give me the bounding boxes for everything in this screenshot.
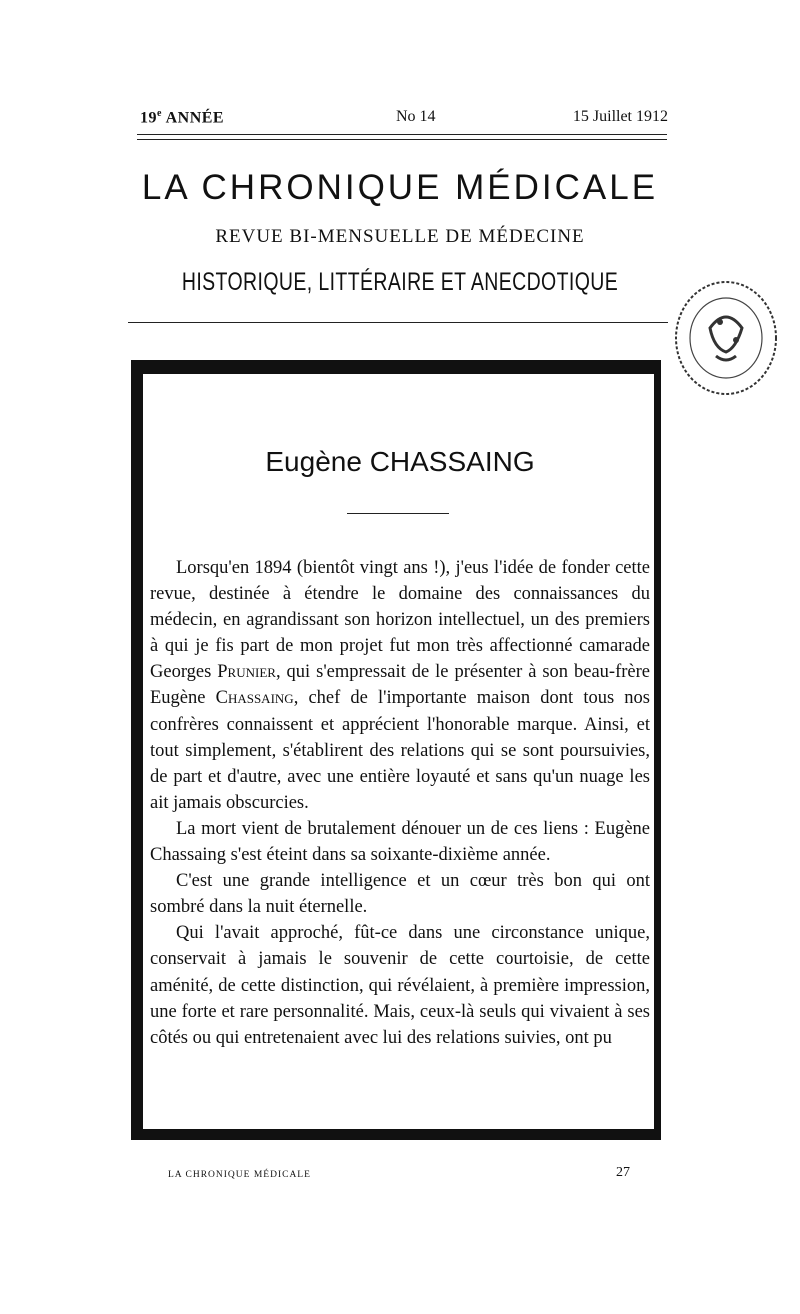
journal-title: LA CHRONIQUE MÉDICALE <box>141 168 659 207</box>
running-header <box>140 108 668 130</box>
paragraph-4: Qui l'avait approché, fût-ce dans une circonstance unique, conservait à jamais le souvenir de cette courtoisie, de cette aménité, de cette distinction, qui révélaient, à première impression, une forte et rare personnalité. Mais, ceux-là seuls qui vivaient à ses côtés ou qui entretenaient avec lui des relations suivies, ont pu <box>150 923 650 1048</box>
article-headline: Eugène CHASSAING <box>265 446 535 477</box>
masthead-rule <box>128 322 668 323</box>
paragraph-2: La mort vient de brutalement dénouer un de ces liens : Eugène Chassaing s'est éteint dans sa soixante-dixième année. <box>150 818 650 866</box>
issue-date: 15 Juillet 1912 <box>572 108 668 125</box>
headline-rule <box>347 513 449 514</box>
journal-subtitle-1: REVUE BI-MENSUELLE DE MÉDECINE <box>215 226 585 247</box>
page-number: 27 <box>616 1165 630 1180</box>
paragraph-1: Lorsqu'en 1894 (bientôt vingt ans !), j'eus l'idée de fonder cette revue, destinée à étendre le domaine des connaissances du médecin, en agrandissant son horizon intellectuel, un des premiers à qui je fis part de mon projet fut mon très affectionné camarade Georges Prunier, qui s'empressait de le présenter à son beau-frère Eugène Chassaing, chef de l'importante maison dont tous nos confrères connaissent et apprécient l'honorable marque. Ainsi, et tout simplement, s'établirent des relations qui se sont poursuivies, de part et d'autre, avec une entière loyauté et sans qu'un nuage les ait jamais obscurcies. <box>150 558 650 813</box>
library-stamp <box>662 258 790 428</box>
article-body <box>150 555 650 1051</box>
volume-year: 19e ANNÉE <box>140 108 225 127</box>
issue-number: No 14 <box>396 108 436 125</box>
paragraph-3: C'est une grande intelligence et un cœur très bon qui ont sombré dans la nuit éternelle. <box>150 871 650 918</box>
header-rule-top <box>137 134 667 135</box>
journal-subtitle-2: HISTORIQUE, LITTÉRAIRE ET ANECDOTIQUE <box>181 268 619 296</box>
footer-journal: LA CHRONIQUE MÉDICALE <box>168 1170 311 1180</box>
header-rule-bottom <box>137 139 667 140</box>
